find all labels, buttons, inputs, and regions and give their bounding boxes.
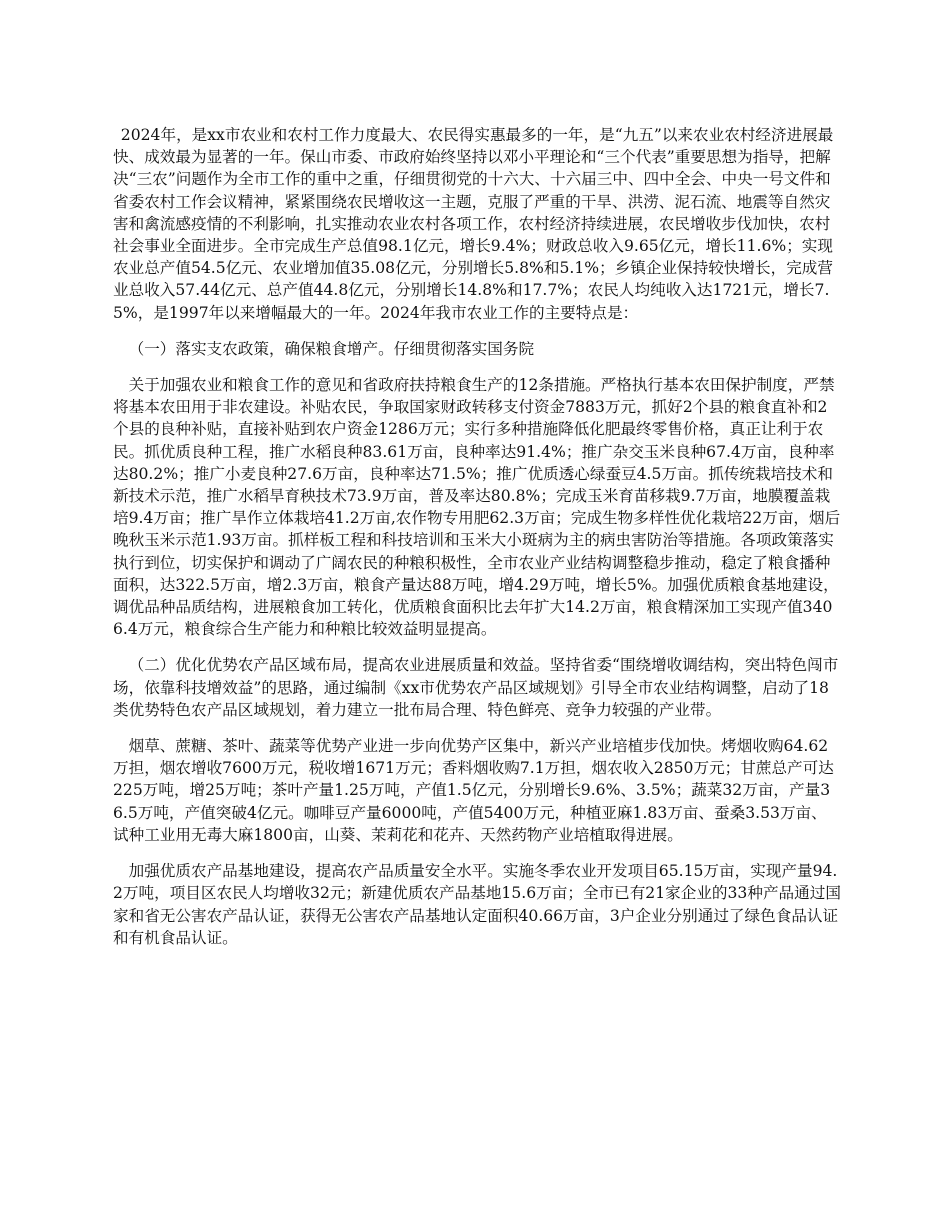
- spacer: [113, 846, 841, 860]
- document-page: [113, 124, 841, 949]
- paragraph-base-construction: 加强优质农产品基地建设，提高农产品质量安全水平。实施冬季农业开发项目65.15万亩，实现产量94.2万吨，项目区农民人均增收32元；新建优质农产品基地15.6万亩；全市已有21家企业的33种产品通过国家和省无公害农产品认证，获得无公害农产品基地认定面积40.66万亩，3户企业分别通过了绿色食品认证和有机食品认证。: [113, 862, 841, 947]
- paragraph-section-1-body: 关于加强农业和粮食工作的意见和省政府扶持粮食生产的12条措施。严格执行基本农田保护制度，严禁将基本农田用于非农建设。补贴农民，争取国家财政转移支付资金7883万元，抓好2个县的粮食直补和2个县的良种补贴，直接补贴到农户资金1286万元；实行多种措施降低化肥最终零售价格，真正让利于农民。抓优质良种工程，推广水稻良种83.61万亩，良种率达91.4%；推广杂交玉米良种67.4万亩，良种率达80.2%；推广小麦良种27.6万亩，良种率达71.5%；推广优质透心绿蚕豆4.5万亩。抓传统栽培技术和新技术示范，推广水稻旱育秧技术73.9万亩，普及率达80.8%；完成玉米育苗移栽9.7万亩，地膜覆盖栽培9.4万亩；推广旱作立体栽培41.2万亩,农作物专用肥62.3万亩；完成生物多样性优化栽培22万亩，烟后晚秋玉米示范1.93万亩。抓样板工程和科技培训和玉米大小斑病为主的病虫害防治等措施。各项政策落实执行到位，切实保护和调动了广阔农民的种粮积极性，全市农业产业结构调整稳步推动，稳定了粮食播种面积，达322.5万亩，增2.3万亩，粮食产量达88万吨，增4.29万吨，增长5%。加强优质粮食基地建设，调优品种品质结构，进展粮食加工转化，优质粮食面积比去年扩大14.2万亩，粮食精深加工实现产值3406.4万元，粮食综合生产能力和种粮比较效益明显提高。: [113, 376, 841, 639]
- spacer: [113, 721, 841, 735]
- paragraph-section-1-heading: （一）落实支农政策，确保粮食增产。仔细贯彻落实国务院: [128, 339, 535, 358]
- spacer: [113, 640, 841, 654]
- paragraph-intro: 2024年，是xx市农业和农村工作力度最大、农民得实惠最多的一年，是“九五”以来农业农村经济进展最快、成效最为显著的一年。保山市委、市政府始终坚持以邓小平理论和“三个代表”重要思想为指导，把解决“三农”问题作为全市工作的重中之重，仔细贯彻党的十六大、十六届三中、四中全会、中央一号文件和省委农村工作会议精神，紧紧围绕农民增收这一主题，克服了严重的干旱、洪涝、泥石流、地震等自然灾害和禽流感疫情的不利影响，扎实推动农业农村各项工作，农村经济持续进展，农民增收步伐加快，农村社会事业全面进步。全市完成生产总值98.1亿元，增长9.4%；财政总收入9.65亿元，增长11.6%；实现农业总产值54.5亿元、农业增加值35.08亿元，分别增长5.8%和5.1%；乡镇企业保持较快增长，完成营业总收入57.44亿元、总产值44.8亿元，分别增长14.8%和17.7%；农民人均纯收入达1721元，增长7.5%，是1997年以来增幅最大的一年。2024年我市农业工作的主要特点是：: [113, 126, 834, 322]
- paragraph-industries: 烟草、蔗糖、茶叶、蔬菜等优势产业进一步向优势产区集中，新兴产业培植步伐加快。烤烟收购64.62万担，烟农增收7600万元，税收增1671万元；香料烟收购7.1万担，烟农收入2850万元；甘蔗总产可达225万吨，增25万吨；茶叶产量1.25万吨，产值1.5亿元，分别增长9.6%、3.5%；蔬菜32万亩，产量36.5万吨，产值突破4亿元。咖啡豆产量6000吨，产值5400万元，种植亚麻1.83万亩、蚕桑3.53万亩、试种工业用无毒大麻1800亩，山葵、茉莉花和花卉、天然药物产业培植取得进展。: [113, 737, 834, 844]
- spacer: [113, 360, 841, 374]
- spacer: [113, 324, 841, 338]
- paragraph-section-2-heading: （二）优化优势农产品区域布局，提高农业进展质量和效益。坚持省委“围绕增收调结构，突出特色闯市场，依靠科技增效益”的思路，通过编制《xx市优势农产品区域规划》引导全市农业结构调整，启动了18类优势特色农产品区域规划，着力建立一批布局合理、特色鲜亮、竞争力较强的产业带。: [113, 656, 839, 719]
